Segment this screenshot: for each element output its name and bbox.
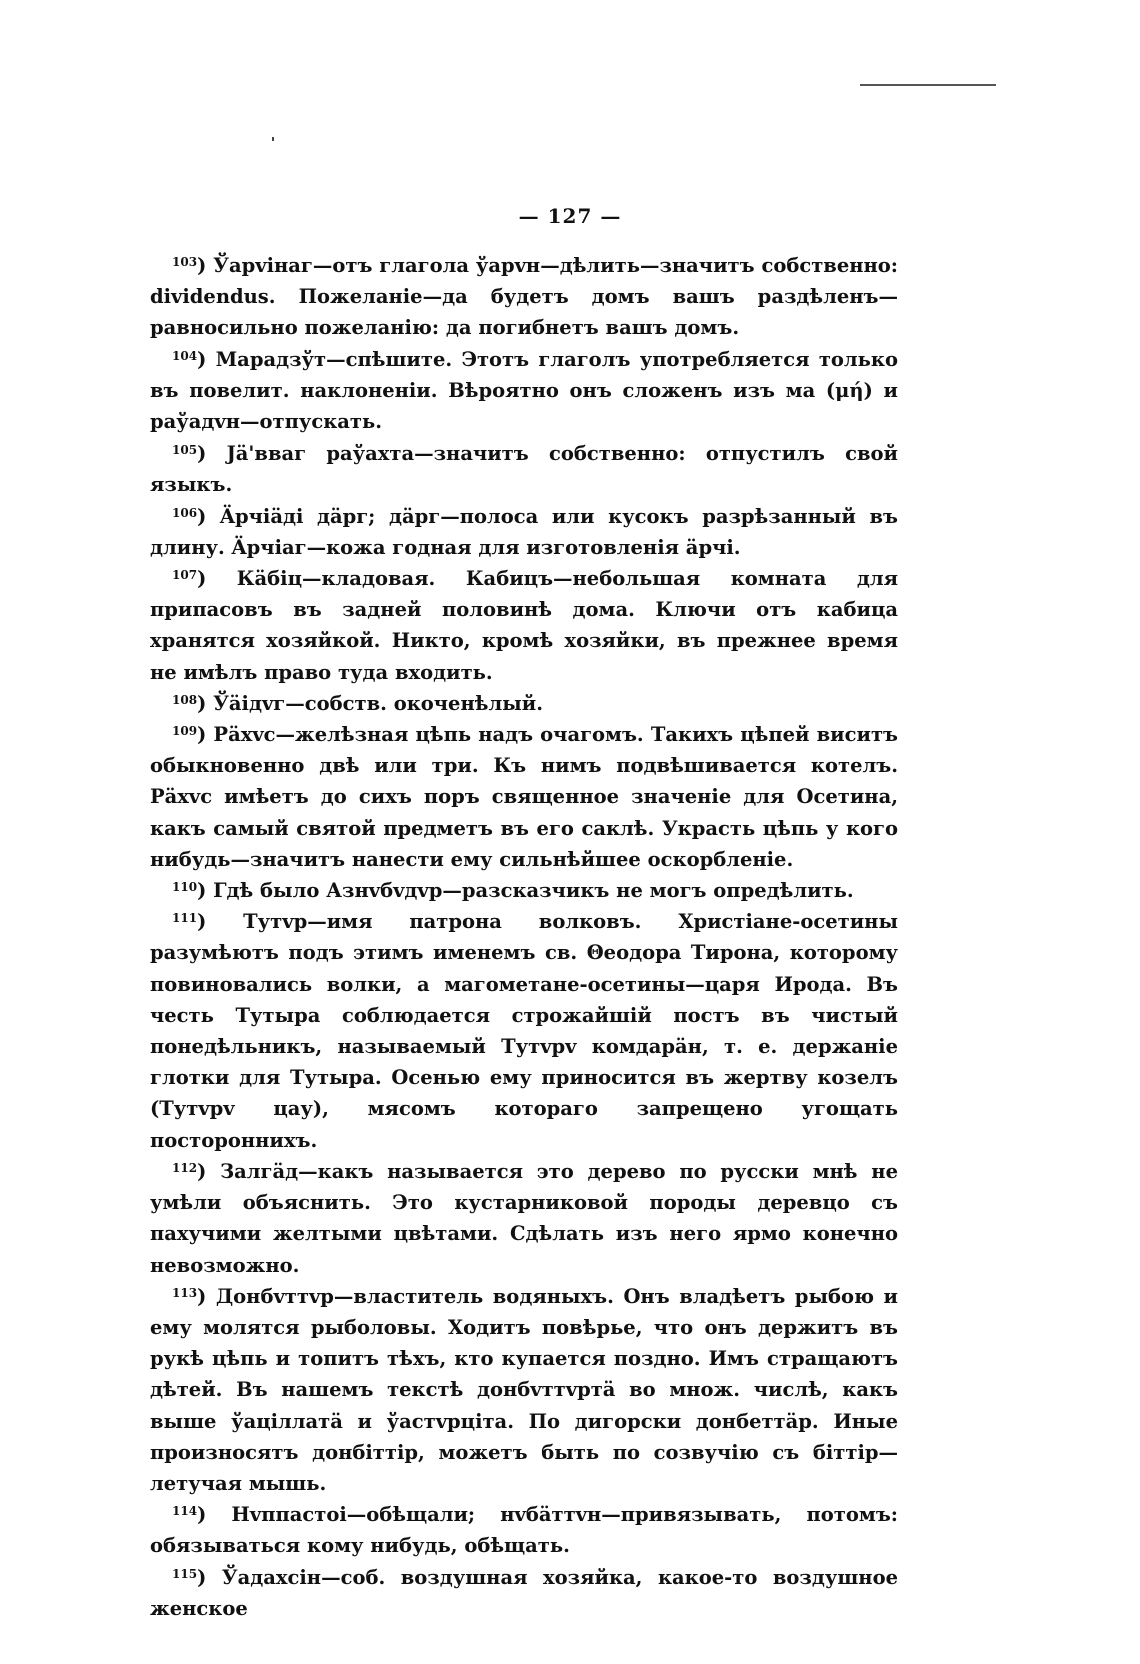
footnote-113 [150,1281,898,1499]
page-number: — 127 — [518,204,622,228]
footnote-text: ) Тутvр—имя патрона волковъ. Христіане-осетины разумѣютъ подъ этимъ именемъ св. Θеодора Тирона, которому повиновались волки, а магометане-осетины—царя Ирода. Въ честь Тутыра соблюдается строжайшій постъ въ чистый понедѣльникъ, называемый Тутvрv комдарäн, т. е. держаніе глотки для Тутыра. Осенью ему приносится въ жертву козелъ (Тутvрv цау), мясомъ котораго запрещено угощать постороннихъ. [150,910,898,1152]
footnote-number: 114 [172,1504,198,1519]
footnotes [150,250,898,1624]
footnote-number: 105 [172,443,198,458]
footnote-number: 111 [172,911,198,926]
footnote-107 [150,563,898,688]
footnote-number: 112 [172,1160,198,1175]
footnote-number: 110 [172,880,198,895]
footnote-number: 107 [172,568,198,583]
footnote-number: 115 [172,1566,198,1581]
footnote-text: ) Ўäідvг—собств. окоченѣлый. [197,691,543,715]
footnote-number: 104 [172,348,198,363]
footnote-number: 113 [172,1285,198,1300]
footnote-text: ) Рäхvс—желѣзная цѣпь надъ очагомъ. Такихъ цѣпей виситъ обыкновенно двѣ или три. Къ нимъ подвѣшивается котелъ. Рäхvс имѣетъ до сихъ поръ священное значеніе для Осетина, какъ самый святой предметъ въ его саклѣ. Украсть цѣпь у кого нибудь—значитъ нанести ему сильнѣйшее оскорбленіе. [150,723,898,871]
footnote-109 [150,719,898,875]
footnote-number: 103 [172,255,198,269]
footnote-104 [150,344,898,438]
footnote-text: ) Jä'вваг раўахта—значитъ собственно: отпустилъ свой языкъ. [150,442,898,497]
footnote-text: ) Ўарvінаг—отъ глагола ўарvн—дѣлить—значитъ собственно: dividendus. Пожеланіе—да будетъ домъ вашъ раздѣленъ—равносильно пожеланію: да погибнетъ вашъ домъ. [150,254,898,340]
footnote-text: ) Гдѣ было Азнvбvдvр—разсказчикъ не могъ опредѣлить. [197,879,854,903]
footnote-115 [150,1562,898,1624]
footnote-114 [150,1499,898,1561]
footnote-106 [150,501,898,563]
footnote-text: ) Марадзўт—спѣшите. Этотъ глаголъ употребляется только въ повелит. наклоненіи. Вѣроятно онъ сложенъ изъ ма (μή) и раўадvн—отпускать. [150,347,898,434]
footnote-text: ) Донбvттvр—властитель водяныхъ. Онъ владѣетъ рыбою и ему молятся рыболовы. Ходитъ повѣрье, что онъ держитъ въ рукѣ цѣпь и топитъ тѣхъ, кто купается поздно. Имъ стращаютъ дѣтей. Въ нашемъ текстѣ донбvттvртä во множ. числѣ, какъ выше ўаціллатä и ўастvрціта. По дигорски донбеттäр. Иные произносятъ донбіттір, можетъ быть по созвучію съ біттір—летучая мышь. [150,1284,898,1495]
corner-rule [860,84,996,86]
footnote-number: 109 [172,724,198,739]
ink-speck [272,137,274,141]
footnote-text: ) Äрчіäдi дäрг; дäрг—полоса или кусокъ разрѣзанный въ длину. Äрчіаг—кожа годная для изготовленія äрчі. [150,504,898,559]
footnote-111 [150,906,898,1156]
footnote-103 [150,250,898,344]
footnote-number: 108 [172,692,198,707]
footnote-108 [150,688,898,719]
footnote-text: ) Кäбіц—кладовая. Кабицъ—небольшая комната для припасовъ въ задней половинѣ дома. Ключи отъ кабица хранятся хозяйкой. Никто, кромѣ хозяйки, въ прежнее время не имѣлъ право туда входить. [150,567,898,684]
footnote-110 [150,875,898,906]
footnote-text: ) Нvппастоі—обѣщали; нvбäттvн—привязывать, потомъ: обязываться кому нибудь, обѣщать. [150,1503,898,1558]
footnote-text: ) Ўадахсін—соб. воздушная хозяйка, какое-то воздушное женское [150,1565,898,1620]
footnote-text: ) Залгäд—какъ называется это дерево по русски мнѣ не умѣли объяснить. Это кустарниковой породы деревцо съ пахучими желтыми цвѣтами. Сдѣлать изъ него ярмо конечно невозможно. [150,1159,898,1277]
footnote-105 [150,438,898,500]
footnote-112 [150,1156,898,1281]
footnote-number: 106 [172,505,198,520]
